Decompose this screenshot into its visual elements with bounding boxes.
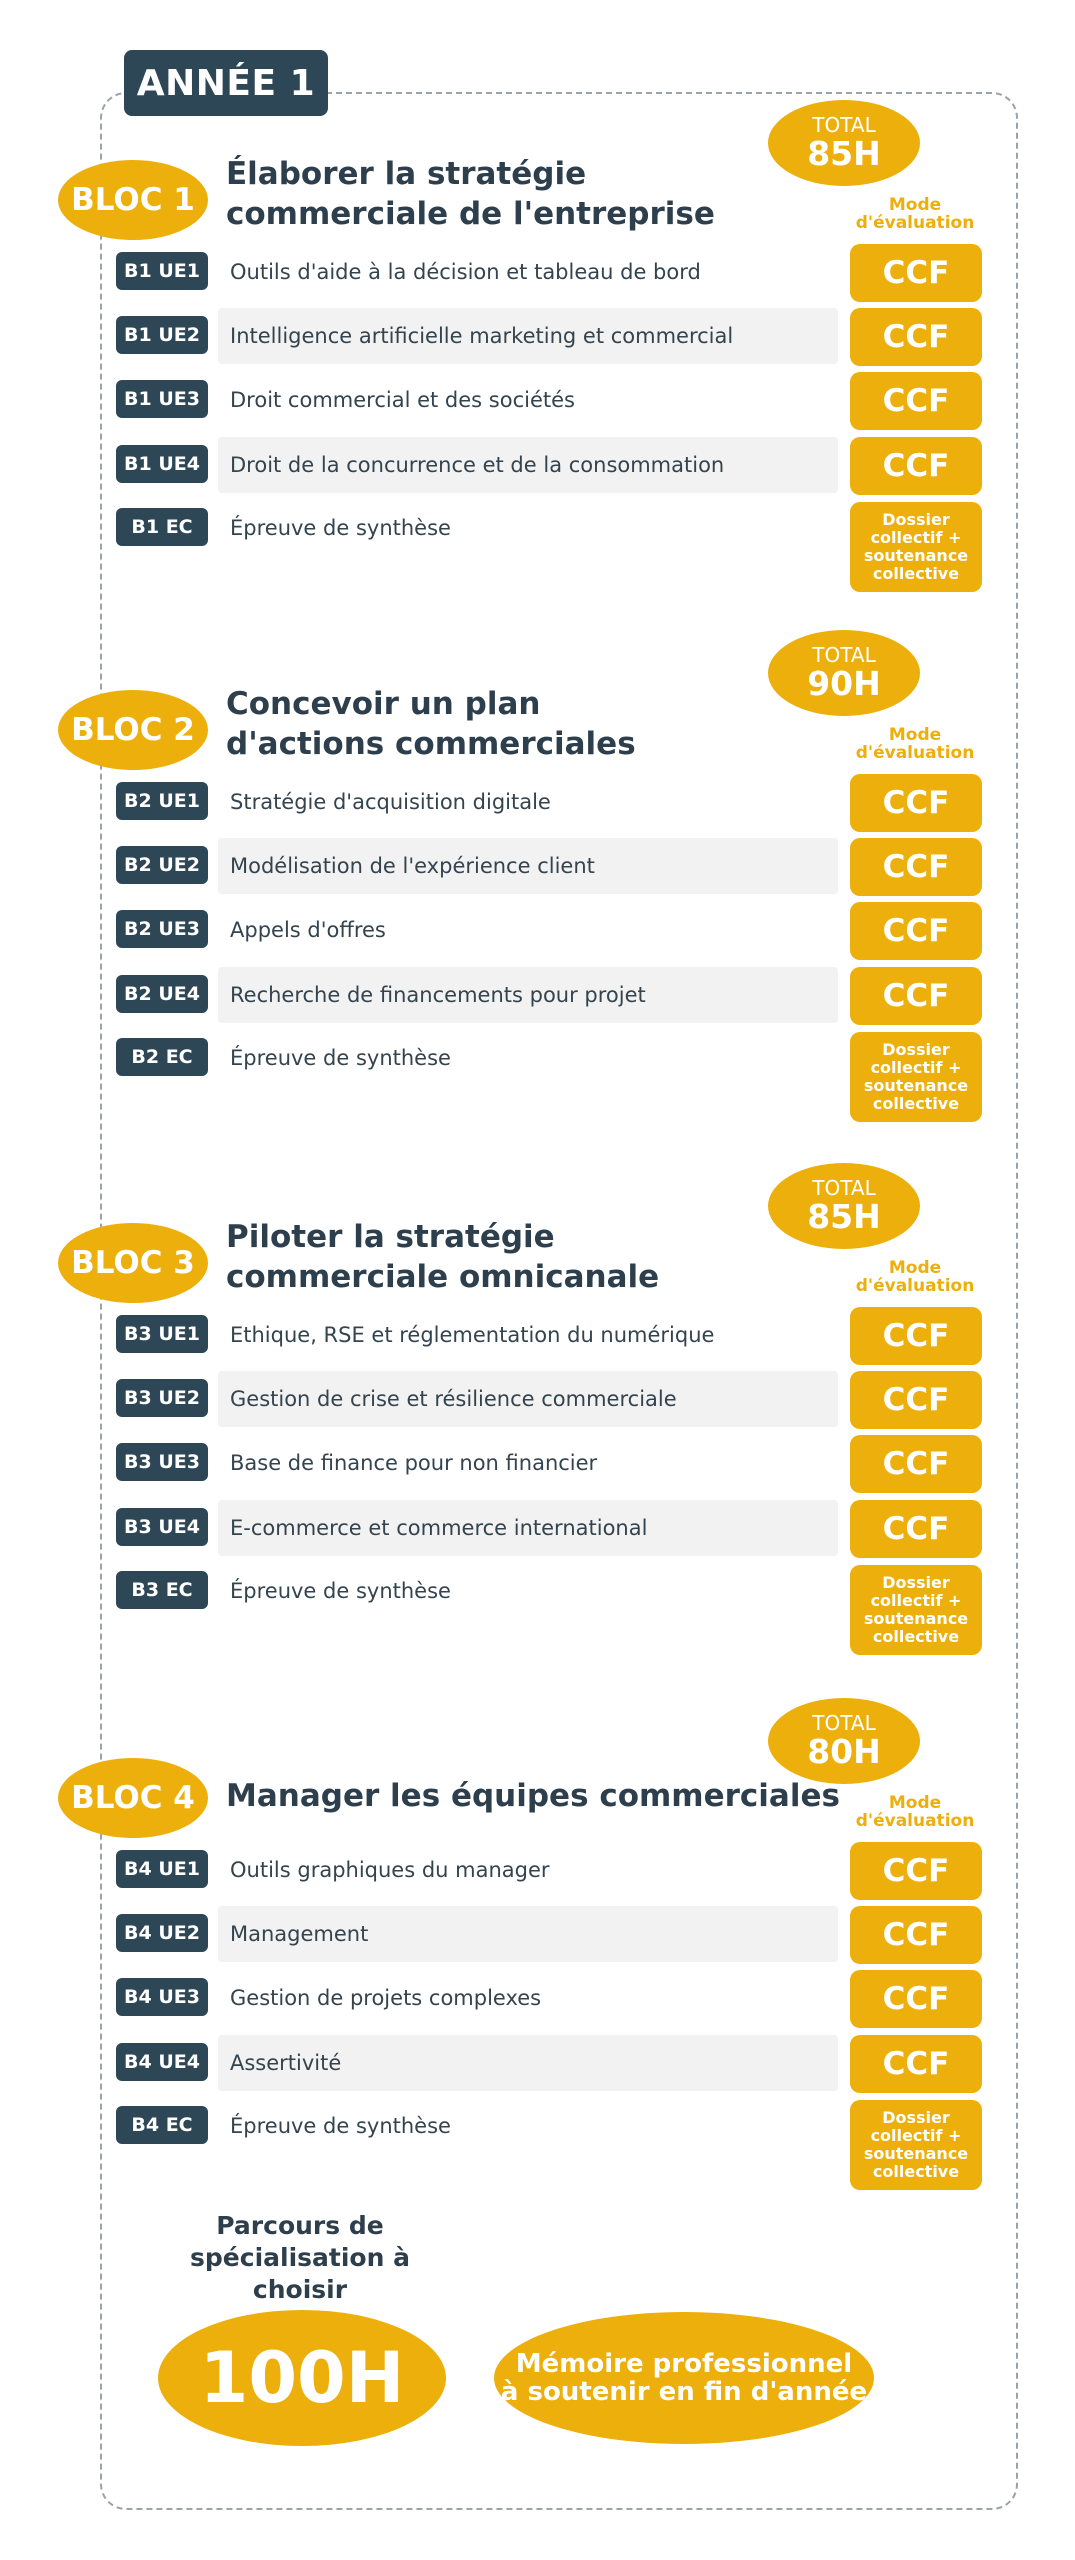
course-row: [0, 774, 1075, 830]
bloc-title: Concevoir un plan d'actions commerciales: [226, 686, 636, 762]
course-row: [0, 308, 1075, 364]
evaluation-badge: CCF: [850, 1435, 982, 1493]
course-row: [0, 1435, 1075, 1491]
course-code-badge: B3 UE2: [116, 1379, 208, 1417]
evaluation-badge: CCF: [850, 308, 982, 366]
evaluation-badge: CCF: [850, 1307, 982, 1365]
course-name: Stratégie d'acquisition digitale: [230, 790, 551, 814]
evaluation-mode-label: Mode d'évaluation: [855, 1793, 975, 1831]
course-code-badge: B4 UE3: [116, 1978, 208, 2016]
course-code-badge: B3 UE3: [116, 1443, 208, 1481]
course-name: Gestion de crise et résilience commerciale: [218, 1371, 838, 1427]
course-code-badge: B4 UE2: [116, 1914, 208, 1952]
course-row: [0, 2098, 1075, 2181]
course-name: Modélisation de l'expérience client: [218, 838, 838, 894]
bloc-title: Manager les équipes commerciales: [226, 1778, 840, 1814]
evaluation-badge: CCF: [850, 1500, 982, 1558]
bloc-section: [0, 100, 1075, 620]
course-row: [0, 2035, 1075, 2091]
bloc-section: [0, 1698, 1075, 2218]
course-row: [0, 1307, 1075, 1363]
evaluation-mode-label: Mode d'évaluation: [855, 1258, 975, 1296]
course-code-badge: B1 UE2: [116, 316, 208, 354]
course-name: Management: [218, 1906, 838, 1962]
course-row: [0, 500, 1075, 583]
course-code-badge: B1 UE1: [116, 252, 208, 290]
course-name: Assertivité: [218, 2035, 838, 2091]
course-name: Appels d'offres: [230, 918, 386, 942]
course-name: Épreuve de synthèse: [230, 1579, 451, 1603]
course-row: [0, 1371, 1075, 1427]
bloc-section: [0, 1163, 1075, 1683]
year-tab: ANNÉE 1: [124, 50, 328, 116]
course-name: Outils graphiques du manager: [230, 1858, 550, 1882]
course-code-badge: B3 EC: [116, 1571, 208, 1609]
memoire-badge: Mémoire professionnel à soutenir en fin d'année: [494, 2312, 874, 2444]
course-code-badge: B2 EC: [116, 1038, 208, 1076]
total-value: 90H: [807, 664, 881, 703]
evaluation-badge: CCF: [850, 437, 982, 495]
bloc-badge: BLOC 2: [58, 690, 208, 770]
evaluation-badge: CCF: [850, 2035, 982, 2093]
course-row: [0, 1030, 1075, 1113]
course-code-badge: B4 EC: [116, 2106, 208, 2144]
course-code-badge: B4 UE1: [116, 1850, 208, 1888]
course-row: [0, 902, 1075, 958]
course-code-badge: B3 UE4: [116, 1508, 208, 1546]
course-row: [0, 437, 1075, 493]
total-label: TOTAL: [812, 1711, 876, 1735]
total-label: TOTAL: [812, 113, 876, 137]
bloc-badge: BLOC 4: [58, 1758, 208, 1838]
evaluation-badge: Dossier collectif + soutenance collective: [850, 2100, 982, 2190]
course-name: E-commerce et commerce international: [218, 1500, 838, 1556]
course-code-badge: B4 UE4: [116, 2043, 208, 2081]
evaluation-badge: Dossier collectif + soutenance collective: [850, 1032, 982, 1122]
evaluation-badge: Dossier collectif + soutenance collective: [850, 1565, 982, 1655]
evaluation-badge: CCF: [850, 1371, 982, 1429]
course-code-badge: B1 UE4: [116, 445, 208, 483]
course-name: Ethique, RSE et réglementation du numérique: [230, 1323, 715, 1347]
course-row: [0, 838, 1075, 894]
course-code-badge: B3 UE1: [116, 1315, 208, 1353]
course-row: [0, 372, 1075, 428]
evaluation-badge: CCF: [850, 244, 982, 302]
total-hours-badge: [768, 1698, 920, 1784]
course-name: Épreuve de synthèse: [230, 1046, 451, 1070]
total-value: 85H: [807, 1197, 881, 1236]
course-code-badge: B1 EC: [116, 508, 208, 546]
course-name: Droit commercial et des sociétés: [230, 388, 575, 412]
total-label: TOTAL: [812, 1176, 876, 1200]
evaluation-mode-label: Mode d'évaluation: [855, 195, 975, 233]
evaluation-badge: CCF: [850, 1906, 982, 1964]
bloc-section: [0, 630, 1075, 1150]
course-code-badge: B2 UE1: [116, 782, 208, 820]
course-row: [0, 1906, 1075, 1962]
evaluation-badge: CCF: [850, 1842, 982, 1900]
course-name: Gestion de projets complexes: [230, 1986, 542, 2010]
course-row: [0, 1970, 1075, 2026]
evaluation-badge: CCF: [850, 372, 982, 430]
course-row: [0, 1842, 1075, 1898]
evaluation-badge: CCF: [850, 774, 982, 832]
course-name: Outils d'aide à la décision et tableau de bord: [230, 260, 701, 284]
total-value: 80H: [807, 1732, 881, 1771]
bloc-title: Piloter la stratégie commerciale omnicanale: [226, 1219, 660, 1295]
course-row: [0, 1563, 1075, 1646]
specialisation-hours-badge: 100H: [158, 2310, 446, 2446]
total-value: 85H: [807, 134, 881, 173]
evaluation-badge: Dossier collectif + soutenance collective: [850, 502, 982, 592]
bloc-badge: BLOC 1: [58, 160, 208, 240]
bloc-badge: BLOC 3: [58, 1223, 208, 1303]
evaluation-badge: CCF: [850, 1970, 982, 2028]
course-code-badge: B2 UE4: [116, 975, 208, 1013]
course-name: Base de finance pour non financier: [230, 1451, 598, 1475]
evaluation-mode-label: Mode d'évaluation: [855, 725, 975, 763]
course-row: [0, 244, 1075, 300]
course-row: [0, 1500, 1075, 1556]
evaluation-badge: CCF: [850, 838, 982, 896]
course-row: [0, 967, 1075, 1023]
course-name: Épreuve de synthèse: [230, 2114, 451, 2138]
course-name: Épreuve de synthèse: [230, 516, 451, 540]
course-name: Droit de la concurrence et de la consommation: [218, 437, 838, 493]
course-code-badge: B2 UE3: [116, 910, 208, 948]
course-name: Recherche de financements pour projet: [218, 967, 838, 1023]
evaluation-badge: CCF: [850, 967, 982, 1025]
course-name: Intelligence artificielle marketing et commercial: [218, 308, 838, 364]
course-code-badge: B1 UE3: [116, 380, 208, 418]
course-code-badge: B2 UE2: [116, 846, 208, 884]
bloc-title: Élaborer la stratégie commerciale de l'entreprise: [226, 156, 715, 232]
specialisation-label: Parcours de spécialisation à choisir: [190, 2211, 410, 2304]
evaluation-badge: CCF: [850, 902, 982, 960]
total-label: TOTAL: [812, 643, 876, 667]
